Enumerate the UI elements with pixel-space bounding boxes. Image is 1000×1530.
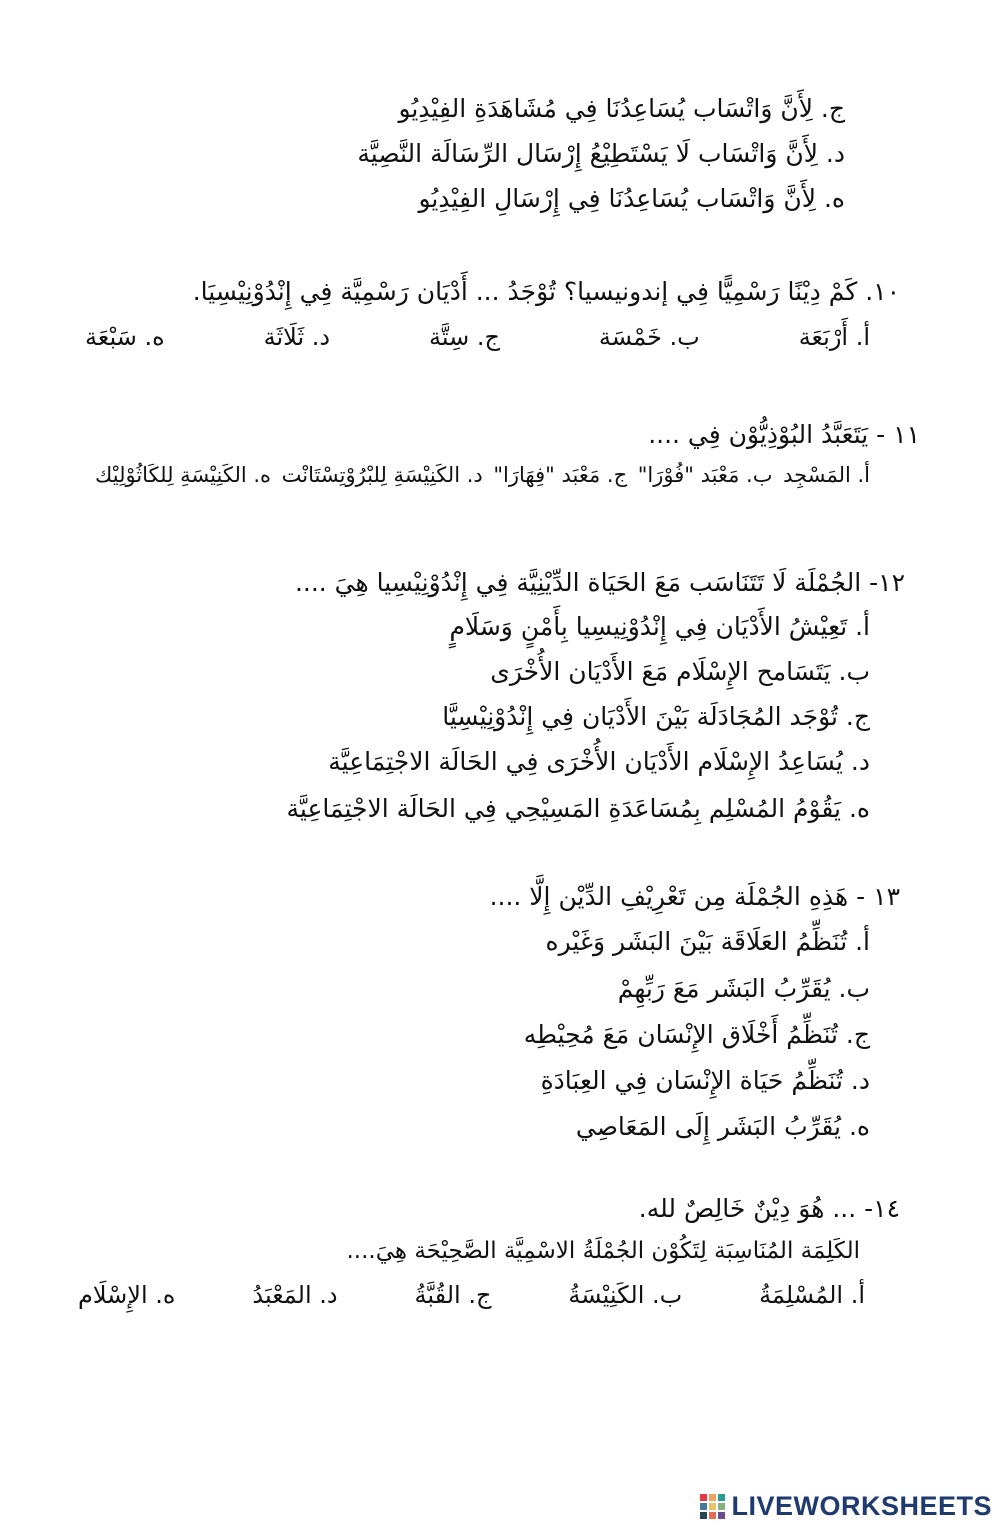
q14-option-e[interactable]: ه. الإِسْلَام: [78, 1281, 176, 1309]
q14-instruction: الكَلِمَة المُنَاسِبَة لِتَكُوْن الجُمْلَةُ الاسْمِيَّة الصَّحِيْحَة هِيَ....: [346, 1238, 860, 1264]
q13-option-b[interactable]: ب. يُقَرِّبُ البَشَر مَعَ رَبِّهِمْ: [617, 974, 870, 1003]
q14-option-b[interactable]: ب. الكَنِيْسَةُ: [568, 1281, 683, 1309]
q11-options: [95, 458, 870, 492]
q10-option-b[interactable]: ب. خَمْسَة: [598, 323, 700, 351]
logo-square: [700, 1503, 707, 1510]
liveworksheets-footer: [700, 1488, 992, 1524]
brand-name: LIVEWORKSHEETS: [731, 1490, 992, 1521]
q13-question: ١٣ - هَذِهِ الجُمْلَة مِن تَعْرِيْفِ الدِّيْن إِلَّا ....: [489, 882, 900, 911]
logo-square: [718, 1503, 725, 1510]
logo-square: [709, 1494, 716, 1501]
q12-option-a[interactable]: أ. تَعِيْشُ الأَدْيَان فِي إِنْدُوْنِيسِيا بِأَمْنٍ وَسَلَامٍ: [449, 612, 870, 641]
q10-options: [85, 320, 870, 354]
q11-option-c[interactable]: ج. مَعْبَد "فِهَارَا": [493, 463, 628, 487]
q13-option-d[interactable]: د. تُنَظِّمُ حَيَاة الإِنْسَان فِي العِبَادَةِ: [540, 1066, 870, 1095]
q12-option-c[interactable]: ج. تُوْجَد المُجَادَلَة بَيْنَ الأَدْيَان فِي إِنْدُوْنِيْسِيَّا: [442, 702, 870, 731]
q9-option-d: د. لِأَنَّ وَاتْسَاب لَا يَسْتَطِيْعُ إِرْسَال الرِّسَالَة النَّصِيَّة: [357, 139, 845, 168]
q12-question: ١٢- الجُمْلَة لَا تَتَنَاسَب مَعَ الحَيَاة الدِّيْنِيَّة فِي إِنْدُوْنِيْسِيا هِيَ ....: [294, 568, 905, 597]
logo-square: [709, 1503, 716, 1510]
q11-option-d[interactable]: د. الكَنِيْسَةِ لِلبْرُوْتِسْتَانْت: [281, 463, 483, 487]
q12-option-d[interactable]: د. يُسَاعِدُ الإِسْلَام الأَدْيَان الأُخْرَى فِي الحَالَة الاجْتِمَاعِيَّة: [328, 747, 870, 776]
q9-option-e: ه. لِأَنَّ وَاتْسَاب يُسَاعِدُنَا فِي إِرْسَالِ الفِيْدِيُو: [418, 184, 845, 213]
q13-option-e[interactable]: ه. يُقَرِّبُ البَشَر إِلَى المَعَاصِي: [575, 1112, 870, 1141]
logo-square: [700, 1512, 707, 1519]
liveworksheets-logo-icon: [700, 1494, 725, 1519]
logo-square: [709, 1512, 716, 1519]
q11-option-e[interactable]: ه. الكَنِيْسَةِ لِلكَاثُوْلِيْك: [95, 463, 272, 487]
q14-option-c[interactable]: ج. القُبَّةُ: [414, 1281, 492, 1309]
q10-option-c[interactable]: ج. سِتَّة: [429, 323, 500, 351]
q14-option-a[interactable]: أ. المُسْلِمَةُ: [759, 1281, 865, 1309]
logo-square: [700, 1494, 707, 1501]
q10-option-d[interactable]: د. ثَلَاثَة: [263, 323, 331, 351]
q9-option-c: ج. لِأَنَّ وَاتْسَاب يُسَاعِدُنَا فِي مُشَاهَدَةِ الفِيْدِيُو: [398, 94, 845, 123]
q12-option-e[interactable]: ه. يَقُوْمُ المُسْلِم بِمُسَاعَدَةِ المَسِيْحِي فِي الحَالَة الاجْتِمَاعِيَّة: [286, 794, 870, 823]
q10-option-a[interactable]: أ. أَرْبَعَة: [798, 323, 870, 351]
q11-option-a[interactable]: أ. المَسْجِد: [783, 463, 870, 487]
q13-option-a[interactable]: أ. تُنَظِّمُ العَلَاقَة بَيْنَ البَشَر وَغَيْره: [545, 927, 870, 956]
q10-option-e[interactable]: ه. سَبْعَة: [85, 323, 165, 351]
q14-question: ١٤- ... هُوَ دِيْنٌ خَالِصٌ لله.: [638, 1194, 900, 1223]
logo-square: [718, 1512, 725, 1519]
q10-question: ١٠. كَمْ دِيْنًا رَسْمِيًّا فِي إندونيسيا؟ تُوْجَدُ ... أَدْيَان رَسْمِيَّة فِي إِنْدُوْنِيْسِيَا.: [192, 277, 900, 306]
q14-options: [78, 1278, 865, 1312]
q11-option-b[interactable]: ب. مَعْبَد "فُوْرَا": [637, 463, 773, 487]
q12-option-b[interactable]: ب. يَتَسَامح الإِسْلَام مَعَ الأَدْيَان الأُخْرَى: [490, 657, 870, 686]
q11-question: ١١ - يَتَعَبَّدُ البُوْذِيُّوْن فِي ....: [648, 420, 920, 449]
logo-square: [718, 1494, 725, 1501]
q13-option-c[interactable]: ج. تُنَظِّمُ أَخْلَاق الإِنْسَان مَعَ مُحِيْطِه: [523, 1020, 870, 1049]
q14-option-d[interactable]: د. المَعْبَدُ: [252, 1281, 338, 1309]
